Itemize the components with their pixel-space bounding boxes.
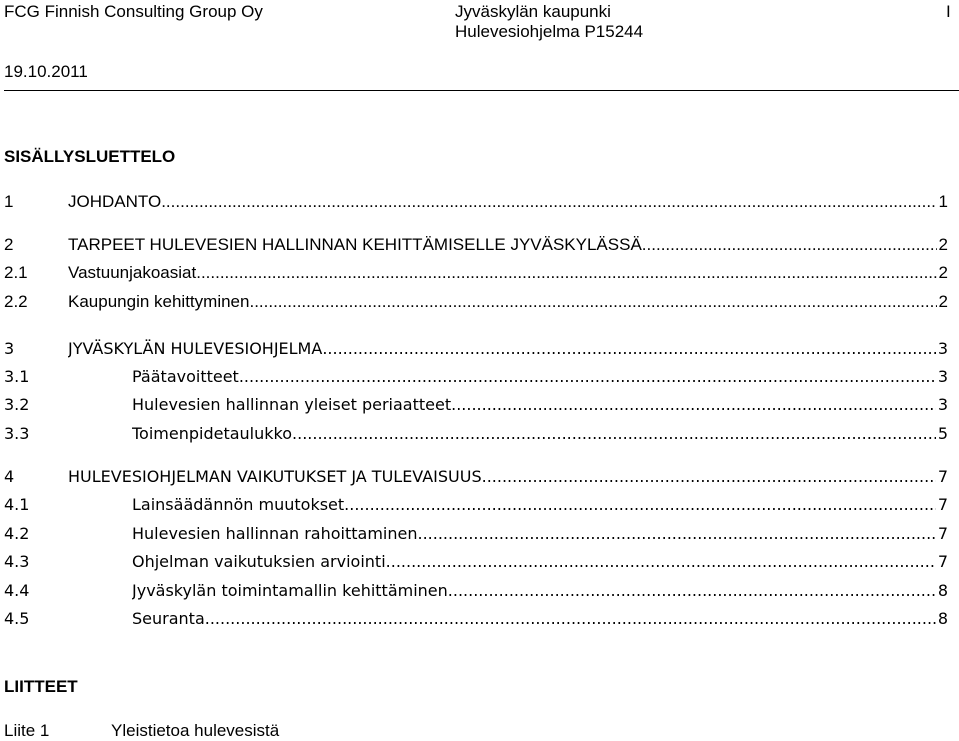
toc-entry-page: 7	[937, 467, 948, 486]
toc-dot-leader	[196, 262, 936, 284]
toc-entry-title: Lainsäädännön muutokset	[132, 495, 345, 514]
toc-entry-page: 2	[938, 263, 948, 282]
client-name: Jyväskylän kaupunki	[455, 2, 611, 21]
toc-entry-number: 3	[4, 339, 15, 358]
toc-entry-title: Seuranta	[132, 609, 205, 628]
toc-dot-leader	[451, 394, 936, 416]
toc-entry-2-1[interactable]	[0, 262, 948, 284]
toc-entry-4-1[interactable]	[0, 494, 948, 516]
toc-entry-number: 1	[4, 192, 14, 211]
document-date: 19.10.2011	[4, 62, 88, 81]
toc-dot-leader	[205, 608, 936, 630]
toc-entry-title: Ohjelman vaikutuksien arviointi	[132, 552, 386, 571]
toc-heading: SISÄLLYSLUETTELO	[4, 147, 176, 166]
toc-entry-page: 3	[937, 339, 948, 358]
toc-dot-leader	[161, 191, 936, 213]
toc-entry-number: 4.3	[4, 552, 30, 571]
toc-entry-page: 2	[938, 235, 948, 254]
toc-dot-leader	[292, 423, 936, 445]
toc-entry-number: 4	[4, 467, 15, 486]
toc-dot-leader	[386, 551, 936, 573]
toc-entry-title: Vastuunjakoasiat	[68, 263, 197, 282]
toc-entry-page: 7	[937, 495, 948, 514]
toc-entry-page: 1	[938, 192, 948, 211]
toc-entry-page: 3	[937, 367, 948, 386]
toc-entry-number: 4.5	[4, 609, 30, 628]
toc-entry-page: 5	[937, 424, 948, 443]
toc-dot-leader	[322, 338, 936, 360]
toc-entry-title: TARPEET HULEVESIEN HALLINNAN KEHITTÄMISELLE JYVÄSKYLÄSSÄ	[68, 235, 642, 254]
toc-entry-4-5[interactable]	[0, 608, 948, 630]
toc-entry-3-3[interactable]	[0, 423, 948, 445]
toc-entry-title: HULEVESIOHJELMAN VAIKUTUKSET JA TULEVAISUUS	[68, 467, 482, 486]
toc-entry-number: 4.4	[4, 581, 30, 600]
appendix-title: Yleistietoa hulevesistä	[111, 721, 280, 740]
toc-entry-page: 8	[937, 581, 948, 600]
toc-entry-title: Hulevesien hallinnan rahoittaminen	[132, 524, 418, 543]
toc-entry-number: 4.1	[4, 495, 30, 514]
company-name: FCG Finnish Consulting Group Oy	[4, 2, 263, 21]
toc-dot-leader	[642, 234, 937, 256]
toc-entry-page: 7	[937, 524, 948, 543]
toc-entry-number: 2.2	[4, 292, 28, 311]
toc-dot-leader	[417, 523, 935, 545]
toc-entry-number: 4.2	[4, 524, 30, 543]
toc-entry-1[interactable]	[0, 191, 948, 213]
toc-dot-leader	[448, 580, 936, 602]
toc-entry-title: Jyväskylän toimintamallin kehittäminen	[132, 581, 448, 600]
toc-entry-4-3[interactable]	[0, 551, 948, 573]
toc-entry-page: 2	[938, 292, 948, 311]
toc-entry-title: Toimenpidetaulukko	[132, 424, 293, 443]
appendices-heading: LIITTEET	[4, 677, 78, 696]
toc-entry-4[interactable]	[0, 466, 948, 488]
toc-dot-leader	[239, 366, 936, 388]
toc-entry-number: 3.1	[4, 367, 30, 386]
toc-entry-title: Kaupungin kehittyminen	[68, 292, 250, 311]
toc-entry-3-1[interactable]	[0, 366, 948, 388]
toc-entry-4-4[interactable]	[0, 580, 948, 602]
toc-entry-number: 2	[4, 235, 14, 254]
toc-entry-title: Hulevesien hallinnan yleiset periaatteet	[132, 395, 452, 414]
toc-dot-leader	[482, 466, 936, 488]
toc-entry-page: 3	[937, 395, 948, 414]
toc-entry-3[interactable]	[0, 338, 948, 360]
toc-entry-number: 3.3	[4, 424, 30, 443]
toc-entry-title: JYVÄSKYLÄN HULEVESIOHJELMA	[68, 339, 323, 358]
toc-entry-title: JOHDANTO	[68, 192, 162, 211]
toc-entry-number: 3.2	[4, 395, 30, 414]
toc-entry-title: Päätavoitteet	[132, 367, 239, 386]
toc-dot-leader	[249, 291, 936, 313]
toc-entry-number: 2.1	[4, 263, 28, 282]
appendix-label: Liite 1	[4, 721, 50, 740]
page-number-mark: I	[946, 2, 951, 21]
toc-entry-4-2[interactable]	[0, 523, 948, 545]
toc-entry-3-2[interactable]	[0, 394, 948, 416]
toc-entry-2[interactable]	[0, 234, 948, 256]
toc-dot-leader	[344, 494, 936, 516]
toc-entry-page: 7	[937, 552, 948, 571]
header-divider	[4, 90, 959, 91]
toc-entry-page: 8	[937, 609, 948, 628]
toc-entry-2-2[interactable]	[0, 291, 948, 313]
project-name: Hulevesiohjelma P15244	[455, 22, 644, 41]
